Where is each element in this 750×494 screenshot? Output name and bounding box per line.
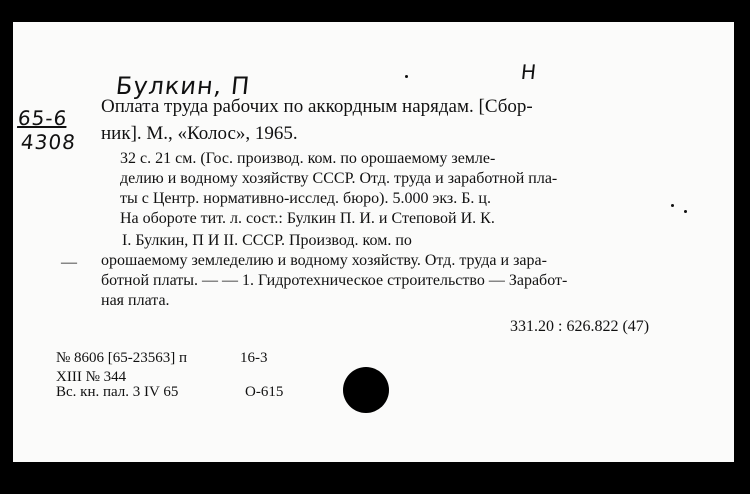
- tracing-line-1: I. Булкин, П И II. СССР. Производ. ком. по: [122, 232, 412, 249]
- shelfmark-top: 65-6: [16, 106, 69, 130]
- record-code: 16-3: [240, 350, 268, 366]
- title-line-2: ник]. М., «Колос», 1965.: [101, 123, 298, 144]
- description-line-2: делию и водному хозяйству СССР. Отд. труда и заработной пла-: [120, 170, 558, 187]
- description-line-3: ты с Центр. нормативно-исслед. бюро). 5.000 экз. Б. ц.: [120, 190, 491, 207]
- description-line-1: 32 с. 21 см. (Гос. производ. ком. по орошаемому земле-: [120, 150, 496, 167]
- shelfmark-bottom: 4308: [19, 130, 78, 154]
- record-series: XIII № 344: [56, 369, 127, 385]
- speck: [405, 75, 408, 78]
- tracing-line-2: орошаемому земледелию и водному хозяйству. Отд. труда и зара-: [101, 252, 547, 269]
- record-number: № 8606 [65-23563] п: [56, 350, 188, 366]
- description-line-4: На обороте тит. л. сост.: Булкин П. И. и Степовой И. К.: [120, 210, 495, 227]
- handwritten-mark: Н: [519, 60, 539, 84]
- title-line-1: Оплата труда рабочих по аккордным нарядам. [Сбор-: [101, 96, 533, 117]
- classification-number: 331.20 : 626.822 (47): [510, 318, 650, 335]
- record-order: О-615: [245, 384, 284, 400]
- record-registry: Вс. кн. пал. 3 IV 65: [56, 384, 179, 400]
- tracing-line-3: ботной платы. — — 1. Гидротехническое строительство — Заработ-: [101, 272, 568, 289]
- speck: [671, 204, 674, 207]
- tracing-dash: —: [61, 254, 77, 271]
- tracing-line-4: ная плата.: [101, 292, 170, 309]
- handwritten-author: Булкин, П: [114, 72, 252, 100]
- speck: [684, 210, 687, 213]
- card-punch-hole: [343, 367, 389, 413]
